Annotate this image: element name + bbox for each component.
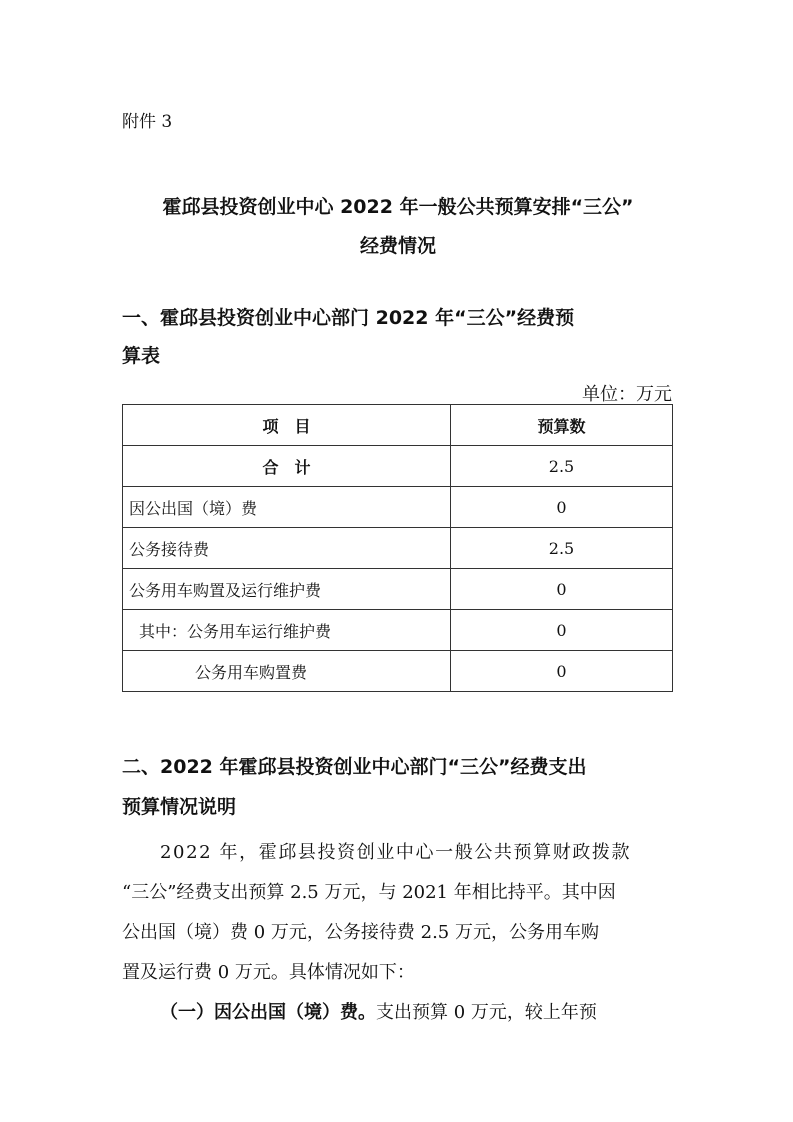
paragraph-line: 公出国（境）费 0 万元，公务接待费 2.5 万元，公务用车购 [122, 922, 599, 943]
row-item-label: 其中：公务用车运行维护费 [123, 610, 451, 651]
row-item-label: 公务用车购置及运行维护费 [123, 569, 451, 610]
row-item-value: 0 [451, 569, 673, 610]
section1-heading-line1: 一、霍邱县投资创业中心部门 2022 年“三公”经费预 [122, 307, 575, 329]
item1-text: 支出预算 0 万元，较上年预 [376, 1002, 597, 1023]
budget-table [122, 404, 673, 692]
table-row [123, 651, 673, 692]
document-title-line1: 霍邱县投资创业中心 2022 年一般公共预算安排“三公” [162, 196, 634, 218]
table-row [123, 569, 673, 610]
header-budget: 预算数 [451, 405, 673, 446]
paragraph-line: “三公”经费支出预算 2.5 万元，与 2021 年相比持平。其中因 [122, 882, 616, 903]
row-item-value: 2.5 [451, 528, 673, 569]
document-title-line2: 经费情况 [359, 235, 436, 257]
section1-heading-line2: 算表 [122, 345, 161, 367]
row-total-value: 2.5 [451, 446, 673, 487]
unit-label: 单位：万元 [582, 384, 672, 405]
table-row [123, 528, 673, 569]
section2-heading-line1: 二、2022 年霍邱县投资创业中心部门“三公”经费支出 [122, 756, 587, 778]
row-item-label: 因公出国（境）费 [123, 487, 451, 528]
section2-heading-line2: 预算情况说明 [122, 796, 237, 818]
attachment-label: 附件 3 [122, 112, 173, 132]
row-item-value: 0 [451, 610, 673, 651]
table-header-row [123, 405, 673, 446]
row-item-value: 0 [451, 487, 673, 528]
paragraph-line: 2022 年，霍邱县投资创业中心一般公共预算财政拨款 [160, 842, 632, 863]
item1-heading: （一）因公出国（境）费。 [160, 1002, 376, 1023]
row-total-label: 合 计 [123, 446, 451, 487]
table-row [123, 610, 673, 651]
row-item-label: 公务用车购置费 [123, 651, 451, 692]
header-item: 项 目 [123, 405, 451, 446]
table-row [123, 446, 673, 487]
row-item-value: 0 [451, 651, 673, 692]
item1-paragraph [160, 998, 597, 1024]
row-item-label: 公务接待费 [123, 528, 451, 569]
paragraph-line: 置及运行费 0 万元。具体情况如下： [122, 962, 415, 983]
table-row [123, 487, 673, 528]
